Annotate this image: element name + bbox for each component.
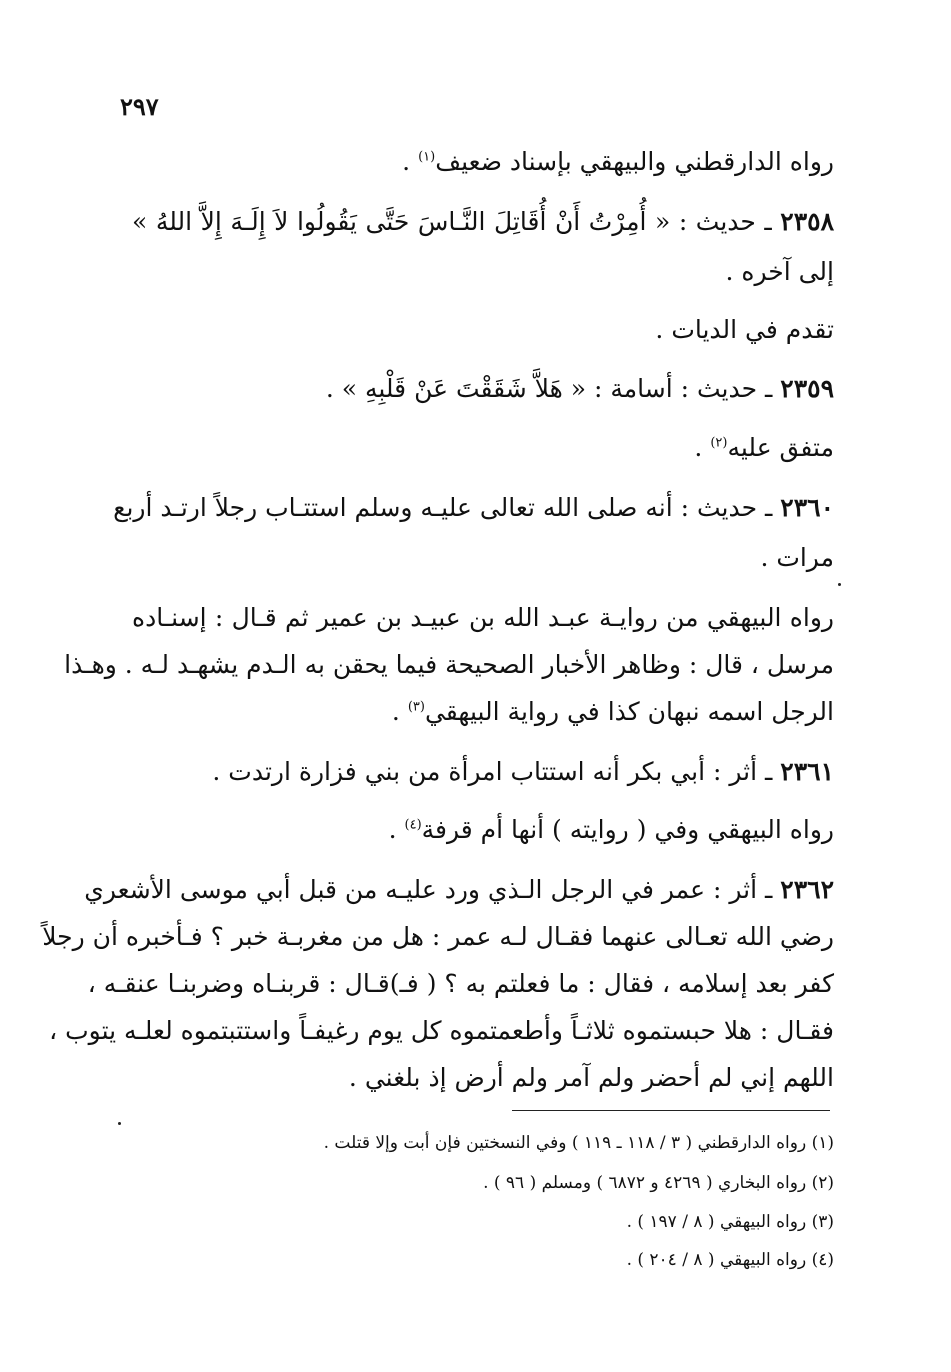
text-line: مرات . — [760, 543, 834, 572]
text-line: رواه الدارقطني والبيهقي بإسناد ضعيف$^{(١)}$ . — [402, 147, 834, 176]
text-line: مرسل ، قال : وظاهر الأخبار الصحيحة فيما يحقن به الـدم يشهـد لـه . وهـذا — [64, 650, 834, 679]
entry-number: ٢٣٥٩ — [780, 374, 834, 403]
footnote-ref: (٤) — [404, 817, 422, 833]
scan-speck — [118, 1122, 121, 1125]
athar-entry-2362: ٢٣٦٢ ـ أثر : عمر في الرجل الـذي ورد عليـه من قبل أبي موسى الأشعري — [84, 875, 834, 904]
page-number: ٢٩٧ — [120, 92, 159, 121]
entry-number: ٢٣٦١ — [780, 757, 834, 786]
entry-number: ٢٣٦٢ — [780, 875, 834, 904]
footnote-ref: (٣) — [407, 699, 425, 715]
text-line: متفق عليه$^{(٢)}$ . — [694, 433, 834, 462]
text-line: فقـال : هلا حبستموه ثلاثـاً وأطعمتموه كل يوم رغيفـاً واستتبتموه لعلـه يتوب ، — [49, 1016, 834, 1045]
text-line: الرجل اسمه نبهان كذا في رواية البيهقي$^{(٣)}$ . — [391, 697, 834, 726]
footnote: (٤) رواه البيهقي ( ٨ / ٢٠٤ ) . — [626, 1250, 834, 1270]
footnote: (٣) رواه البيهقي ( ٨ / ١٩٧ ) . — [626, 1212, 834, 1232]
text-line: كفر بعد إسلامه ، فقال : ما فعلتم به ؟ ( فـ)قـال : قربنـاه وضربنـا عنقـه ، — [87, 969, 834, 998]
hadith-entry-2358: ٢٣٥٨ ـ حديث : « أُمِرْتُ أَنْ أُقَاتِلَ النَّـاسَ حَتَّى يَقُولُوا لاَ إِلَـهَ إِلاَّ اللهُ » — [132, 207, 834, 236]
footnote-separator — [512, 1110, 830, 1111]
footnote-ref: (٢) — [710, 435, 728, 451]
text-line: رواه البيهقي من روايـة عبـد الله بن عبيـد بن عمير ثم قـال : إسنـاده — [132, 603, 834, 632]
hadith-entry-2359: ٢٣٥٩ ـ حديث : أسامة : « هَلاَّ شَقَقْتَ عَنْ قَلْبِهِ » . — [325, 374, 834, 403]
hadith-entry-2360: ٢٣٦٠ ـ حديث : أنه صلى الله تعالى عليـه وسلم استتـاب رجلاً ارتـد أربع — [113, 493, 834, 522]
scan-speck — [838, 583, 841, 586]
text-line: تقدم في الديات . — [655, 315, 834, 344]
text-line: إلى آخره . — [725, 257, 834, 286]
entry-number: ٢٣٦٠ — [780, 493, 834, 522]
athar-entry-2361: ٢٣٦١ ـ أثر : أبي بكر أنه استتاب امرأة من بني فزارة ارتدت . — [212, 757, 834, 786]
footnote: (٢) رواه البخاري ( ٤٢٦٩ و ٦٨٧٢ ) ومسلم ( ٩٦ ) . — [483, 1173, 834, 1193]
text-line: رضي الله تعـالى عنهما فقـال لـه عمر : هل من مغربـة خبر ؟ فـأخبره أن رجلاً — [42, 922, 834, 951]
footnote-ref: (١) — [418, 149, 436, 165]
entry-number: ٢٣٥٨ — [780, 207, 834, 236]
text-line: اللهم إني لم أحضر ولم آمر ولم أرض إذ بلغني . — [348, 1063, 834, 1092]
footnote: (١) رواه الدارقطني ( ٣ / ١١٨ ـ ١١٩ ) وفي النسختين فإن أبت وإلا قتلت . — [323, 1133, 834, 1153]
text-line: رواه البيهقي وفي ( روايته ) أنها أم قرفة$^{(٤)}$ . — [388, 815, 834, 844]
